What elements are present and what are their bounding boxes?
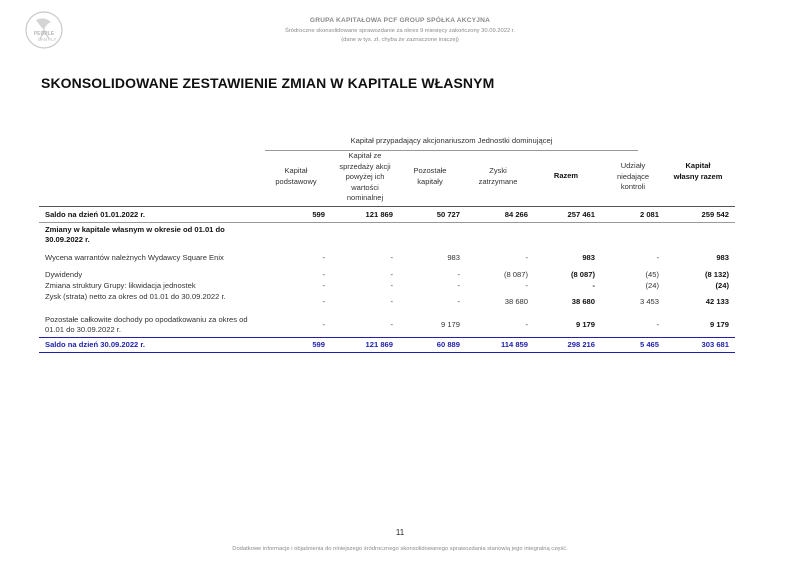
footer-note: Dodatkowe informacje i objaśnienia do niniejszego śródrocznego skonsolidowanego sprawozdania stanowią jego integralną część. [232, 546, 568, 552]
cell: 983 [716, 253, 729, 262]
cell: 259 542 [701, 210, 729, 219]
cell: - [525, 320, 528, 329]
cell: (8 087) [570, 270, 595, 279]
cell: - [322, 253, 325, 262]
col-header-share-premium: Kapitał ze sprzedaży akcji powyżej ich wartości nominalnej [339, 151, 391, 202]
cell: 983 [582, 253, 595, 262]
row-divider [39, 222, 735, 223]
cell: (8 087) [503, 270, 528, 279]
cell: - [322, 270, 325, 279]
col-header-share-capital: Kapitał podstawowy [275, 166, 317, 186]
cell: - [525, 253, 528, 262]
cell: 3 453 [639, 297, 659, 306]
col-header-total-equity: Kapitał własny razem [673, 161, 723, 181]
cell: 50 727 [436, 210, 460, 219]
cell: - [592, 281, 595, 290]
cell: (24) [645, 281, 659, 290]
group-header: Kapitał przypadający akcjonariuszom Jednostki dominującej [265, 136, 638, 151]
cell: - [457, 281, 460, 290]
cell: (45) [645, 270, 659, 279]
cell: - [322, 297, 325, 306]
cell: 9 179 [575, 320, 595, 329]
cell: 42 133 [705, 297, 729, 306]
cell: - [656, 320, 659, 329]
cell: 599 [312, 340, 325, 349]
cell: 60 889 [436, 340, 460, 349]
cell: 2 081 [639, 210, 659, 219]
cell: 298 216 [567, 340, 595, 349]
cell: 114 859 [500, 340, 528, 349]
cell: 303 681 [701, 340, 729, 349]
report-subtitle: Śródroczne skonsolidowane sprawozdanie za okres 9 miesięcy zakończony 30.09.2022 r. [284, 28, 516, 34]
cell: - [390, 297, 393, 306]
row-label: Saldo na dzień 01.01.2022 r. [45, 210, 146, 219]
row-label: Pozostałe całkowite dochody po opodatkowaniu za okres od 01.01 do 30.09.2022 r. [45, 315, 248, 334]
svg-text:PEOPLE: PEOPLE [33, 31, 55, 37]
cell: 599 [312, 210, 325, 219]
header-rule [39, 206, 735, 207]
cell: 121 869 [365, 210, 393, 219]
cell: - [525, 281, 528, 290]
cell: - [390, 253, 393, 262]
cell: 5 465 [639, 340, 659, 349]
cell: - [656, 253, 659, 262]
col-header-nci: Udziały niedające kontroli [616, 161, 650, 191]
cell: 983 [447, 253, 460, 262]
cell: 9 179 [709, 320, 729, 329]
units-note: (dane w tys. zł, chyba że zaznaczone inaczej) [341, 37, 459, 43]
cell: 121 869 [365, 340, 393, 349]
row-label: Wycena warrantów należnych Wydawcy Square Enix [45, 253, 224, 262]
row-label: Saldo na dzień 30.09.2022 r. [45, 340, 146, 349]
cell: - [390, 281, 393, 290]
row-label: Dywidendy [45, 270, 83, 279]
cell: - [457, 297, 460, 306]
cell: 38 680 [571, 297, 595, 306]
cell: (24) [715, 281, 729, 290]
page-number: 11 [395, 528, 405, 537]
closing-rule-bottom [39, 352, 735, 353]
cell: 257 461 [567, 210, 595, 219]
cell: (8 132) [704, 270, 729, 279]
row-label: Zysk (strata) netto za okres od 01.01 do 30.09.2022 r. [45, 292, 226, 301]
cell: - [390, 270, 393, 279]
cell: 38 680 [504, 297, 528, 306]
col-header-total: Razem [553, 171, 579, 180]
row-label: Zmiana struktury Grupy: likwidacja jednostek [45, 281, 196, 290]
col-header-retained-earnings: Zyski zatrzymane [478, 166, 518, 186]
cell: - [322, 281, 325, 290]
section-label: Zmiany w kapitale własnym w okresie od 01.01 do 30.09.2022 r. [45, 225, 225, 244]
company-name: GRUPA KAPITAŁOWA PCF GROUP SPÓŁKA AKCYJNA [309, 17, 491, 24]
cell: - [390, 320, 393, 329]
cell: 9 179 [440, 320, 460, 329]
cell: - [457, 270, 460, 279]
page-title: SKONSOLIDOWANE ZESTAWIENIE ZMIAN W KAPITALE WŁASNYM [41, 75, 495, 91]
cell: 84 266 [504, 210, 528, 219]
cell: - [322, 320, 325, 329]
col-header-other-reserves: Pozostałe kapitały [413, 166, 447, 186]
closing-rule-top [39, 337, 735, 338]
svg-text:CAN FLY: CAN FLY [37, 37, 57, 42]
